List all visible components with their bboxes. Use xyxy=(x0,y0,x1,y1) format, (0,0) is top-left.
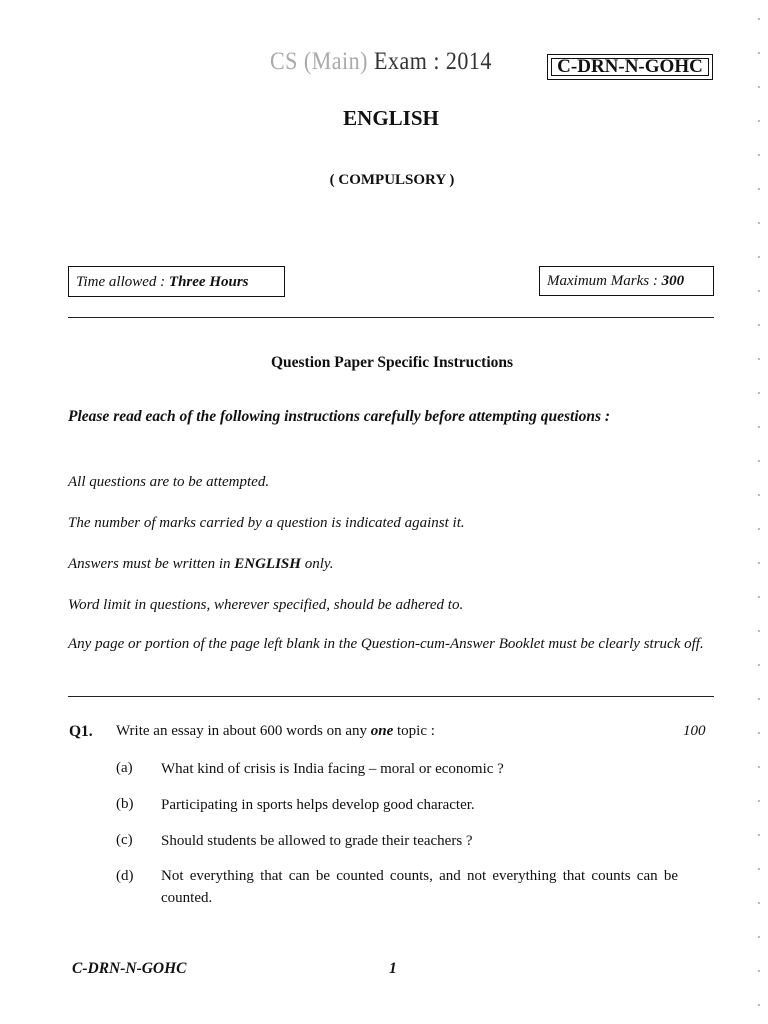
prompt-suffix: topic : xyxy=(393,723,435,739)
question-prompt xyxy=(116,723,435,740)
exam-title xyxy=(270,46,492,76)
option-label: (d) xyxy=(116,868,134,884)
time-allowed-label: Time allowed : xyxy=(76,274,169,290)
option-text: Should students be allowed to grade their teachers ? xyxy=(161,833,473,849)
footer-paper-code: C-DRN-N-GOHC xyxy=(72,960,187,977)
read-note: Please read each of the following instructions carefully before attempting questions : xyxy=(68,408,611,425)
paper-code-box xyxy=(547,54,713,80)
language-suffix: only. xyxy=(300,556,334,572)
instructions-heading: Question Paper Specific Instructions xyxy=(270,354,514,371)
option-text: Participating in sports helps develop good character. xyxy=(161,797,475,813)
option-text: Not everything that can be counted counts, and not everything that counts can be counted. xyxy=(161,868,678,906)
maximum-marks-value: 300 xyxy=(661,273,685,289)
question-marks: 100 xyxy=(683,723,706,739)
divider-top xyxy=(68,317,714,318)
option-label: (a) xyxy=(116,760,133,776)
language-emphasis: ENGLISH xyxy=(234,556,301,572)
divider-bottom xyxy=(68,696,714,697)
maximum-marks-label: Maximum Marks : xyxy=(547,273,662,289)
option-label: (b) xyxy=(116,796,134,812)
page-number: 1 xyxy=(389,960,397,977)
time-allowed-value: Three Hours xyxy=(168,274,249,290)
subject-title: ENGLISH xyxy=(343,106,439,130)
instruction-item: Any page or portion of the page left blank in the Question-cum-Answer Booklet must be clearly struck off. xyxy=(68,636,704,652)
paper-code: C-DRN-N-GOHC xyxy=(557,56,703,77)
instruction-item: Word limit in questions, wherever specified, should be adhered to. xyxy=(68,597,464,613)
instruction-item: All questions are to be attempted. xyxy=(68,474,270,490)
prompt-emphasis: one xyxy=(370,723,394,739)
subject-note: ( COMPULSORY ) xyxy=(329,172,455,188)
question-number: Q1. xyxy=(69,723,93,740)
instruction-item: The number of marks carried by a question is indicated against it. xyxy=(68,515,465,531)
option-label: (c) xyxy=(116,832,133,848)
time-allowed-box xyxy=(68,266,285,297)
option-text: What kind of crisis is India facing – moral or economic ? xyxy=(161,761,504,777)
language-prefix: Answers must be written in xyxy=(68,556,235,572)
prompt-prefix: Write an essay in about 600 words on any xyxy=(116,723,371,739)
maximum-marks-box xyxy=(539,266,714,296)
exam-title-faded: CS (Main) xyxy=(270,46,368,75)
instruction-language xyxy=(68,552,716,576)
exam-title-text: Exam : 2014 xyxy=(374,46,492,75)
scan-edge-artifact xyxy=(758,0,760,1024)
